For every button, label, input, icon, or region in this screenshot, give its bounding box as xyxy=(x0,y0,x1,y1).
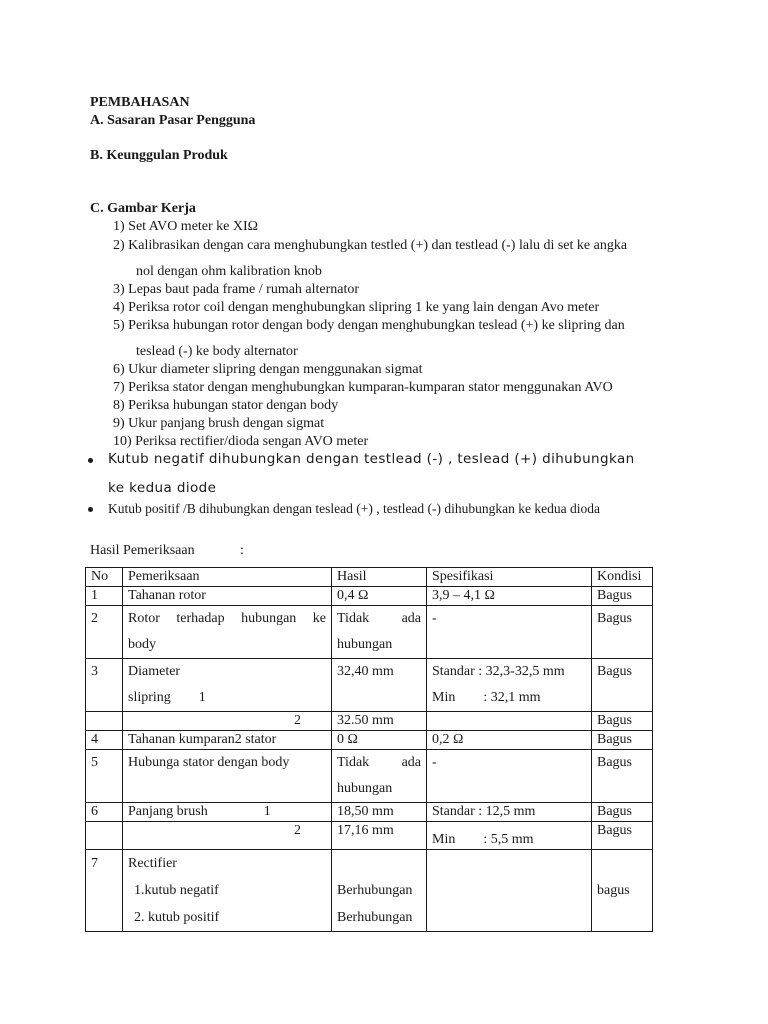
cell-spesifikasi: Min : 5,5 mm xyxy=(427,822,592,850)
cell-kondisi: Bagus xyxy=(592,822,653,850)
cell-no: 6 xyxy=(86,803,123,822)
cell-kondisi: Bagus xyxy=(592,731,653,750)
cell-line: Berhubungan xyxy=(337,883,413,898)
cell-spesifikasi: - xyxy=(427,750,592,803)
step-6: 6) Ukur diameter slipring dengan menggunakan sigmat xyxy=(113,362,423,377)
header-spesifikasi: Spesifikasi xyxy=(427,568,592,587)
cell-line: body xyxy=(128,637,156,652)
cell-pemeriksaan: Tahanan rotor xyxy=(123,587,332,606)
cell-line xyxy=(597,850,647,877)
table-row xyxy=(86,659,653,712)
cell-line: Rectifier xyxy=(128,856,177,871)
step-2-continued: nol dengan ohm kalibration knob xyxy=(136,264,322,279)
header-pemeriksaan: Pemeriksaan xyxy=(123,568,332,587)
table-row xyxy=(86,587,653,606)
table-row xyxy=(86,606,653,659)
table-row xyxy=(86,803,653,822)
cell-no: 3 xyxy=(86,659,123,712)
cell-spesifikasi: 0,2 Ω xyxy=(427,731,592,750)
cell-kondisi: Bagus xyxy=(592,750,653,803)
cell-line: hubungan xyxy=(337,781,393,796)
cell-spesifikasi xyxy=(427,850,592,932)
cell-spesifikasi: Standar : 12,5 mm xyxy=(427,803,592,822)
cell-pemeriksaan: 2 xyxy=(123,822,332,850)
cell-kondisi: Bagus xyxy=(592,606,653,659)
cell-pemeriksaan: Panjang brush 1 xyxy=(123,803,332,822)
cell-line: Tidak ada xyxy=(337,611,421,626)
cell-hasil: 0 Ω xyxy=(332,731,427,750)
step-8: 8) Periksa hubungan stator dengan body xyxy=(113,398,339,413)
section-a-title: A. Sasaran Pasar Pengguna xyxy=(90,113,256,128)
cell-line: slipring 1 xyxy=(128,690,206,705)
cell-hasil: 32,40 mm xyxy=(332,659,427,712)
cell-hasil xyxy=(332,606,427,659)
cell-hasil xyxy=(332,750,427,803)
bullet-negatif: Kutub negatif dihubungkan dengan testlead (-) , teslead (+) dihubungkan xyxy=(108,451,635,467)
table-row xyxy=(86,712,653,731)
cell-hasil: 18,50 mm xyxy=(332,803,427,822)
cell-pemeriksaan: Hubunga stator dengan body xyxy=(123,750,332,803)
cell-pemeriksaan xyxy=(123,606,332,659)
cell-line: 1.kutub negatif xyxy=(134,883,219,898)
step-9: 9) Ukur panjang brush dengan sigmat xyxy=(113,416,325,431)
cell-hasil: 17,16 mm xyxy=(332,822,427,850)
cell-no: 2 xyxy=(86,606,123,659)
step-10: 10) Periksa rectifier/dioda sengan AVO meter xyxy=(113,434,369,449)
header-no: No xyxy=(86,568,123,587)
cell-line: 2. kutub positif xyxy=(134,910,220,925)
cell-kondisi xyxy=(592,850,653,932)
cell-pemeriksaan xyxy=(123,850,332,932)
cell-spesifikasi: 3,9 – 4,1 Ω xyxy=(427,587,592,606)
cell-kondisi: Bagus xyxy=(592,587,653,606)
cell-pemeriksaan: Tahanan kumparan2 stator xyxy=(123,731,332,750)
header-hasil: Hasil xyxy=(332,568,427,587)
cell-line: Standar : 32,3-32,5 mm xyxy=(432,664,565,679)
section-b-title: B. Keunggulan Produk xyxy=(90,148,228,163)
cell-hasil xyxy=(332,850,427,932)
cell-no xyxy=(86,712,123,731)
bullet-negatif-continued: ke kedua diode xyxy=(108,480,217,496)
table-row xyxy=(86,750,653,803)
bullet-dot-icon xyxy=(88,458,93,463)
step-1: 1) Set AVO meter ke XIΩ xyxy=(113,219,259,234)
cell-no: 7 xyxy=(86,850,123,932)
table-header-row xyxy=(86,568,653,587)
step-3: 3) Lepas baut pada frame / rumah alternator xyxy=(113,282,360,297)
step-2: 2) Kalibrasikan dengan cara menghubungkan testled (+) dan testlead (-) lalu di set ke angka xyxy=(113,238,628,253)
table-row xyxy=(86,822,653,850)
cell-kondisi: Bagus xyxy=(592,712,653,731)
cell-hasil: 0,4 Ω xyxy=(332,587,427,606)
cell-no xyxy=(86,822,123,850)
cell-line: Berhubungan xyxy=(337,910,413,925)
table-row xyxy=(86,850,653,932)
cell-kondisi: Bagus xyxy=(592,659,653,712)
hasil-table xyxy=(85,567,653,932)
section-c-title: C. Gambar Kerja xyxy=(90,201,196,216)
cell-line: Rotor terhadap hubungan ke xyxy=(128,611,326,626)
step-5-continued: teslead (-) ke body alternator xyxy=(136,344,298,359)
cell-pemeriksaan xyxy=(123,659,332,712)
cell-spesifikasi xyxy=(427,659,592,712)
hasil-title: Hasil Pemeriksaan xyxy=(90,543,195,558)
heading: PEMBAHASAN xyxy=(90,95,190,110)
cell-line xyxy=(337,850,421,877)
table-row xyxy=(86,731,653,750)
cell-no: 1 xyxy=(86,587,123,606)
step-5: 5) Periksa hubungan rotor dengan body dengan menghubungkan teslead (+) ke slipring dan xyxy=(113,318,625,333)
step-4: 4) Periksa rotor coil dengan menghubungkan slipring 1 ke yang lain dengan Avo meter xyxy=(113,300,600,315)
cell-line: bagus xyxy=(597,883,630,898)
cell-kondisi: Bagus xyxy=(592,803,653,822)
cell-line: Min : 32,1 mm xyxy=(432,690,541,705)
cell-spesifikasi xyxy=(427,712,592,731)
cell-line: Tidak ada xyxy=(337,755,421,770)
cell-line: Diameter xyxy=(128,664,181,679)
cell-hasil: 32.50 mm xyxy=(332,712,427,731)
header-kondisi: Kondisi xyxy=(592,568,653,587)
cell-no: 5 xyxy=(86,750,123,803)
bullet-dot-icon xyxy=(88,507,93,512)
hasil-colon: : xyxy=(240,543,244,558)
cell-pemeriksaan: 2 xyxy=(123,712,332,731)
bullet-positif: Kutub positif /B dihubungkan dengan teslead (+) , testlead (-) dihubungkan ke kedua dioda xyxy=(108,501,600,516)
cell-no: 4 xyxy=(86,731,123,750)
cell-spesifikasi: - xyxy=(427,606,592,659)
step-7: 7) Periksa stator dengan menghubungkan kumparan-kumparan stator menggunakan AVO xyxy=(113,380,613,395)
cell-line: hubungan xyxy=(337,637,393,652)
